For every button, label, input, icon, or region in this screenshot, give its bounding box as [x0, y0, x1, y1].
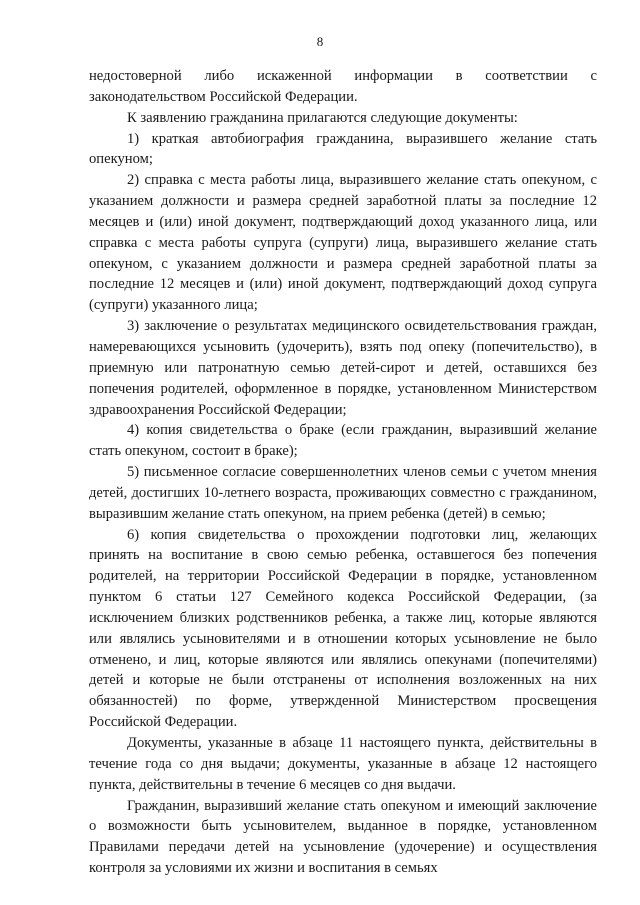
paragraph: Гражданин, выразивший желание стать опекуном и имеющий заключение о возможности быть усыновителем, выданное в порядке, установленном Правилами передачи детей на усыновление (удочерение) и осуществления контроля за условиями их жизни и воспитания в семьях: [89, 797, 597, 877]
paragraph: 6) копия свидетельства о прохождении подготовки лиц, желающих принять на воспитание в свою семью ребенка, оставшегося без попечения родителей, на территории Российской Федерации в порядке, установленном пунктом 6 статьи 127 Семейного кодекса Российской Федерации, (за исключением близких родственников ребенка, а также лиц, которые являются или являлись усыновителями и в отношении которых усыновление не было отменено, и лиц, которые являются или являлись опекунами (попечителями) детей и которые не были отстранены от исполнения возложенных на них обязанностей) по форме, утвержденной Министерством просвещения Российской Федерации.: [89, 526, 597, 731]
page-number: 8: [316, 34, 324, 49]
paragraph: К заявлению гражданина прилагаются следующие документы:: [127, 109, 518, 126]
document-body: [89, 66, 597, 879]
paragraph: Документы, указанные в абзаце 11 настоящего пункта, действительны в течение года со дня выдачи; документы, указанные в абзаце 12 настоящего пункта, действительны в течение 6 месяцев со дня выдачи.: [89, 735, 597, 793]
paragraph: 4) копия свидетельства о браке (если гражданин, выразивший желание стать опекуном, состоит в браке);: [89, 422, 597, 460]
paragraph: 2) справка с места работы лица, выразившего желание стать опекуном, с указанием должности и размера средней заработной платы за последние 12 месяцев и (или) иной документ, подтверждающий доход указанного лица, или справка с места работы супруга (супруги) лица, выразившего желание стать опекуном, с указанием должности и размера средней заработной платы за последние 12 месяцев и (или) иной документ, подтверждающий доход супруга (супруги) указанного лица;: [89, 172, 597, 314]
paragraph: 1) краткая автобиография гражданина, выразившего желание стать опекуном;: [89, 130, 597, 168]
paragraph: 5) письменное согласие совершеннолетних членов семьи с учетом мнения детей, достигших 10-летнего возраста, проживающих совместно с гражданином, выразившим желание стать опекуном, на прием ребенка (детей) в семью;: [89, 464, 597, 522]
paragraph: недостоверной либо искаженной информации в соответствии с законодательством Российской Федерации.: [89, 68, 597, 105]
paragraph: 3) заключение о результатах медицинского освидетельствования граждан, намеревающихся усыновить (удочерить), взять под опеку (попечительство), в приемную или патронатную семью детей-сирот и детей, оставшихся без попечения родителей, оформленное в порядке, установленном Министерством здравоохранения Российской Федерации;: [89, 318, 597, 418]
